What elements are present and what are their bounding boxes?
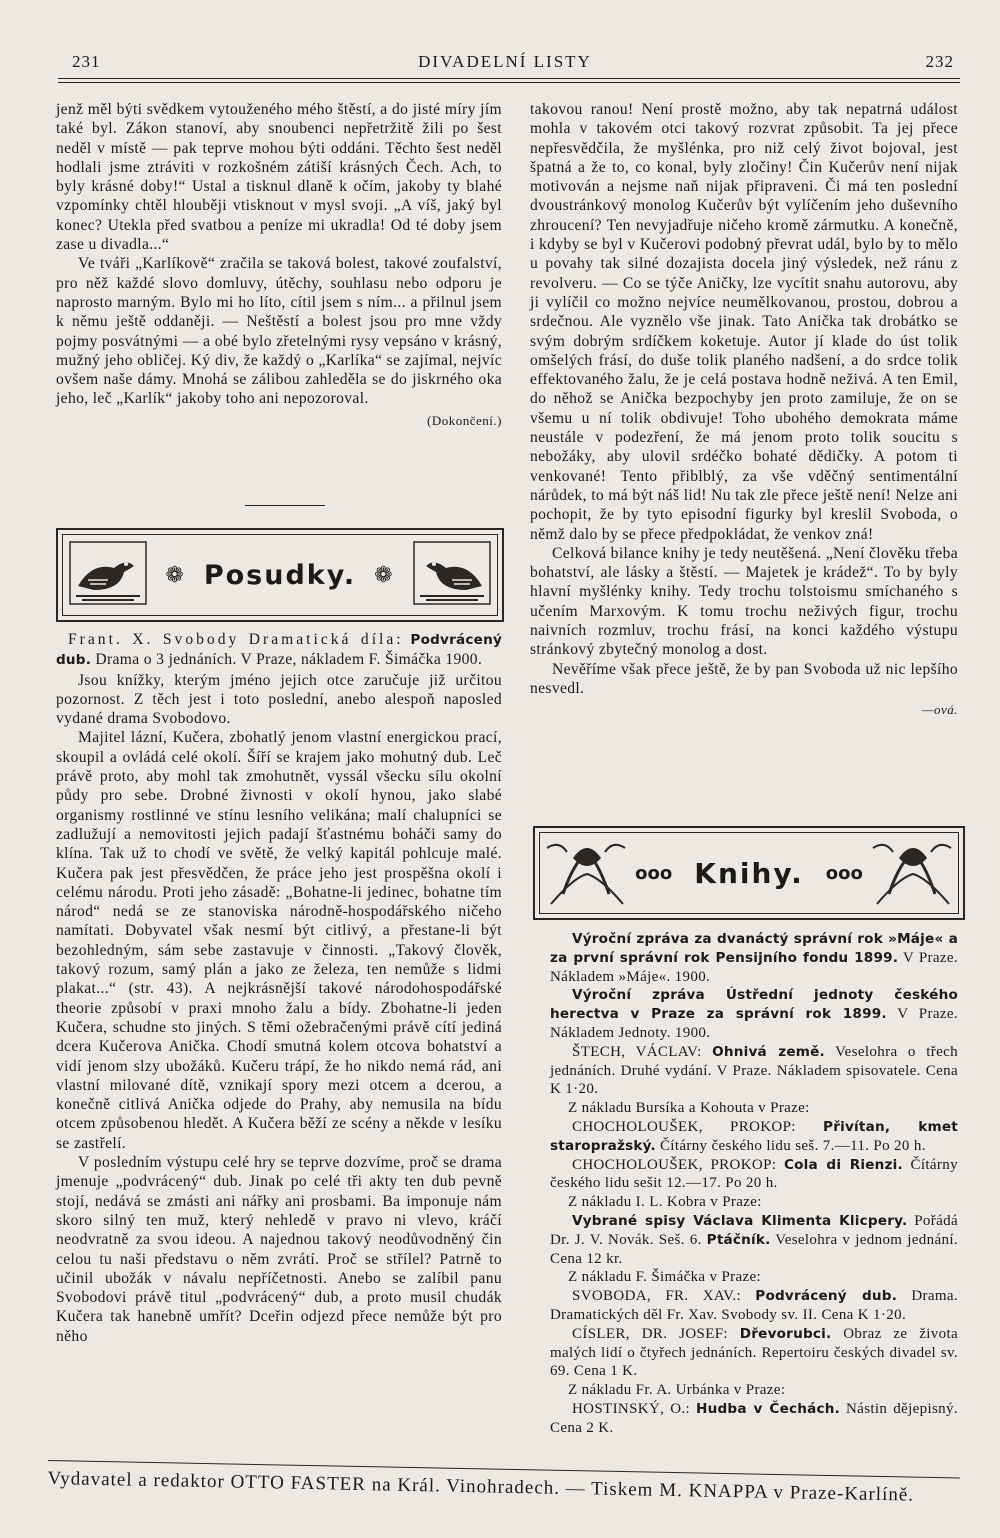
publisher-heading: Z nákladu Fr. A. Urbánka v Praze: (568, 1382, 786, 1399)
publisher-heading: Z nákladu I. L. Kobra v Praze: (568, 1194, 762, 1211)
review-left (56, 630, 502, 1346)
posudky-banner (56, 528, 504, 622)
dots-ornament-right: ooo (825, 862, 863, 884)
review-signature: —ová. (921, 702, 958, 718)
knihy-title: Knihy. (694, 856, 804, 890)
review-lead: Frant. X. Svobody Dramatická díla: Podvrácený dub. Drama o 3 jednáních. V Praze, nákladem F. Šimáčka 1900. (56, 631, 503, 669)
list-item: Vybrané spisy Václava Klimenta Klicpery. Pořádá Dr. J. V. Novák. Seš. 6. Ptáčník. Veselohra v jednom jednání. Cena 12 kr. (550, 1212, 958, 1267)
imprint-text: Vydavatel a redaktor OTTO FASTER na Král. Vinohradech. — Tiskem M. KNAPPA v Praze-Karlíně. (47, 1467, 915, 1506)
list-item: CHOCHOLOUŠEK, PROKOP: Cola di Rienzi. Čítárny českého lidu sešit 12.—17. Po 20 h. (550, 1156, 958, 1192)
list-item: Výroční zpráva za dvanáctý správní rok »Máje« a za první správní rok Pensijního fondu 1899. V Praze. Nákladem »Máje«. 1900. (550, 931, 958, 985)
page-number-left: 231 (72, 52, 101, 71)
tulip-ornament-right-icon (869, 834, 955, 908)
list-item: ŠTECH, VÁCLAV: Ohnivá země. Veselohra o třech jednáních. Druhé vydání. V Praze. Nákladem spisovatele. Cena K 1·20. (550, 1043, 958, 1098)
page-header (50, 48, 960, 78)
flower-ornament-icon: ❁ (165, 562, 186, 588)
journal-title: DIVADELNÍ LISTY (418, 52, 592, 71)
story-continuation (56, 100, 502, 430)
imprint-footer (47, 1460, 960, 1537)
list-item: HOSTINSKÝ, O.: Hudba v Čechách. Nástin dějepisný. Cena 2 K. (550, 1400, 958, 1436)
knihy-banner (533, 826, 965, 920)
story-paragraph: Ve tváři „Karlíkově“ zračila se taková bolest, takové zoufalství, pro něž každé slovo domluvy, útěchy, souhlasu nebo odporu je naprosto marným. Bylo mi ho líto, cítil jsem s ním... a přilnul jsem k němu ještě oddaněji. — Neštěstí a bolest jsou pro mne vždy pojmy posvátnými — a obé bylo zřetelnými rysy vepsáno v krásný, mužný jeho obličej. Ký div, že každý o „Karlíka“ se zajímal, nejvíc ovšem naše dámy. Mnohá se zálibou zahleděla se do jiskrného oka jeho, leč „Karlík“ jakoby toho ani nepozoroval. (56, 255, 502, 408)
continuation-note: (Dokončení.) (427, 412, 502, 428)
list-item: Výroční zpráva Ústřední jednoty českého herectva v Praze za správní rok 1899. V Praze. Nákladem Jednoty. 1900. (550, 987, 958, 1041)
bird-ornament-right-icon (412, 540, 492, 606)
page-number-right: 232 (925, 52, 954, 71)
books-list (530, 930, 958, 1438)
review-right (530, 100, 958, 720)
story-paragraph: jenž měl býti svědkem vytouženého mého štěstí, a do jisté míry jím také byl. Zákon stanoví, aby snoubenci nepřetržitě žili po šest neděl v místě — pak teprve mohou býti oddáni. Těchto šest neděl hodlali jsme ztráviti v rozkošném zátiší krásných Čech. Ach, to byly krásné doby!“ Ustal a tisknul dlaně k očím, jakoby ty blahé vzpomínky chtěl hlouběji vtisknout v mysl svoji. „A víš, jaký byl konec? Utekla před svatbou a peníze mi ukradla! Od té doby jsem zase u divadla...“ (56, 101, 502, 254)
dots-ornament-left: ooo (635, 862, 673, 884)
posudky-title: Posudky. (203, 559, 357, 591)
section-divider (245, 505, 325, 506)
review-paragraph: Nevěříme však přece ještě, že by pan Svoboda už nic lepšího nesvedl. (530, 660, 958, 697)
review-paragraph: takovou ranou! Není prostě možno, aby tak nepatrná událost mohla v takovém otci takový rozvrat způsobit. Ta jej přece nepřesvědčila, že myšlénka, pro niž celý život bojoval, jest špatná a že to, co konal, byly zločiny! Čin Kučerův není nijak motivován a nejsme naň nijak připraveni. Či má ten poslední dvoustránkový monolog Kučerův být vylíčením jeho duševního zhroucení? Ten nevyjadřuje ničeho kromě zármutku. A konečně, i kdyby se byl v Kučerovi podobný převrat udál, bylo by to mělo u povahy tak silné dozajista docela jiný výsledek, než ránu z revolveru. — Co se týče Aničky, lze vycítit snahu autorovu, aby ji vylíčil co možno nejvíce neumělkovanou, prostou, dobrou a srdečnou. Ale vyznělo vše jinak. Tato Anička tak drobátko se svým dobrým srdíčkem koketuje. Autor jí klade do úst tolik omšelých frásí, do duše tolik planého nadšení, a do srdce tolik effektovaného žalu, že je celá postava hodně neživá. A ten Emil, do něhož se Anička bezpochyby jen proto zamiluje, že on se všemu u ní tolik obdivuje! Toho ubohého demokrata máme neustále v podezření, že má jenom proto tolik soucitu s nebožáky, aby ulovil srdéčko bohaté dědičky. A potom ti venkované! Tento přiblblý, za vše vděčný sentimentální nárůdek, to má být náš lid! Nu tak zle přece ještě není! Nelze ani pochopit, že by tyto episodní figurky byl kreslil Svoboda, o němž dalo by se přece předpokládat, že venkov zná! (530, 101, 958, 543)
review-paragraph: Celková bilance knihy je tedy neutěšená. „Není člověku třeba bohatství, ale lásky a štěstí. — Majetek je krádež“. To by byly hlavní myšlénky knihy. Tedy trochu tolstoismu smíchaného s učením Marxovým. K tomu trochu neživých figur, trochu naivních rozmluv, trochu frásí, na konci každého výstupu stránkový zbytečný monolog a dost. (530, 544, 958, 659)
bird-ornament-left-icon (68, 540, 148, 606)
publisher-heading: Z nákladu F. Šimáčka v Praze: (568, 1269, 762, 1286)
tulip-ornament-left-icon (543, 834, 629, 908)
flower-ornament-icon: ❁ (374, 562, 395, 588)
review-paragraph: Majitel lázní, Kučera, zbohatlý jenom vlastní energickou prací, skoupil a ovládá celé okolí. Šíří se krajem jako mohutný dub. Leč právě proto, aby mohl tak zmohutnět, vyssál všecku sílu okolní půdy pro sebe. Drobné živnosti v okolí hynou, jako slabé organismy rostlinné ve stínu lesního velikána; malí chalupníci se zadlužují a nemovitosti jejich padají šťastnému boháči samy do klína. Tak už to chodí ve světě, že velký kapitál pohlcuje malé. Kučera pak jest přesvědčen, že práce jeho jest prospěšna okolí i celému národu. Proti jeho zásadě: „Bohatne-li jedinec, bohatne tím národ“ nedá se ze stanoviska národně-hospodářského ničeho namítati. Dobyvatel však nesmí být citlivý, a přestane-li být bezohledným, sám sebe zastavuje v činnosti. „Takový člověk, takový rozum, samý plán a jako ze železa, ten nemůže s lidmi plakat...“ (str. 43). A nejkrásnější takové národohospodářské theorie způsobí v praxi mnoho žalu a bídy. Zbohatne-li jeden Kučera, schudne sto jiných. S těmi ožebračenými právě cítí jediná dcera Kučerova Anička. Chodí smutná kolem otcova bohatství a vidí jenom slzy ubožáků. Kučeru trápí, že ho nikdo nemá rád, ani vlastní milované dítě, vznikají spory mezi otcem a dcerou, a konečně citlivá Anička odjede do Prahy, aby nemusila na bídu otcem způsobenou hledět. A Kučera běží ze scény a někde v lesíku se zastřelí. (56, 729, 502, 1152)
header-rule (58, 78, 960, 79)
review-paragraph: Jsou knížky, kterým jméno jejich otce zaručuje již určitou pozornost. Z těch jest i toto poslední, anebo alespoň naposled vydané drama Svobodovo. (56, 671, 502, 728)
publisher-heading: Z nákladu Bursíka a Kohouta v Praze: (568, 1100, 810, 1117)
list-item: CÍSLER, DR. JOSEF: Dřevorubci. Obraz ze života malých lidí o čtyřech jednáních. Repertoiru českých divadel sv. 69. Cena 1 K. (550, 1325, 958, 1380)
list-item: SVOBODA, FR. XAV.: Podvrácený dub. Drama. Dramatických děl Fr. Xav. Svobody sv. II. Cena K 1·20. (550, 1288, 958, 1323)
review-paragraph: V posledním výstupu celé hry se teprve dozvíme, proč se drama jmenuje „podvrácený“ dub. Jinak po celé tři akty ten dub pevně stojí, nedává se zmásti ani nářky ani prosbami. Ba imponuje nám skoro silný ten muž, který nehledě v pravo ni vlevo, kráčí neodvratně za svou ideou. A najednou takový neodůvodněný čin celou tu naši představu o něm zvrátí. Proč se střílel? Patrně to učinil ubožák v návalu nepříčetnosti. Anebo se zalíbil panu Svobodovi právě titul „podvrácený“ dub, a proto musil chudák Kučera tak hanebně umřít? Dceřin odjezd přece nemůže být pro něho (56, 1154, 502, 1345)
header-rule-thin (58, 82, 960, 83)
list-item: CHOCHOLOUŠEK, PROKOP: Přivítan, kmet staropražský. Čítárny českého lidu seš. 7.—11. Po 20 h. (550, 1118, 958, 1154)
